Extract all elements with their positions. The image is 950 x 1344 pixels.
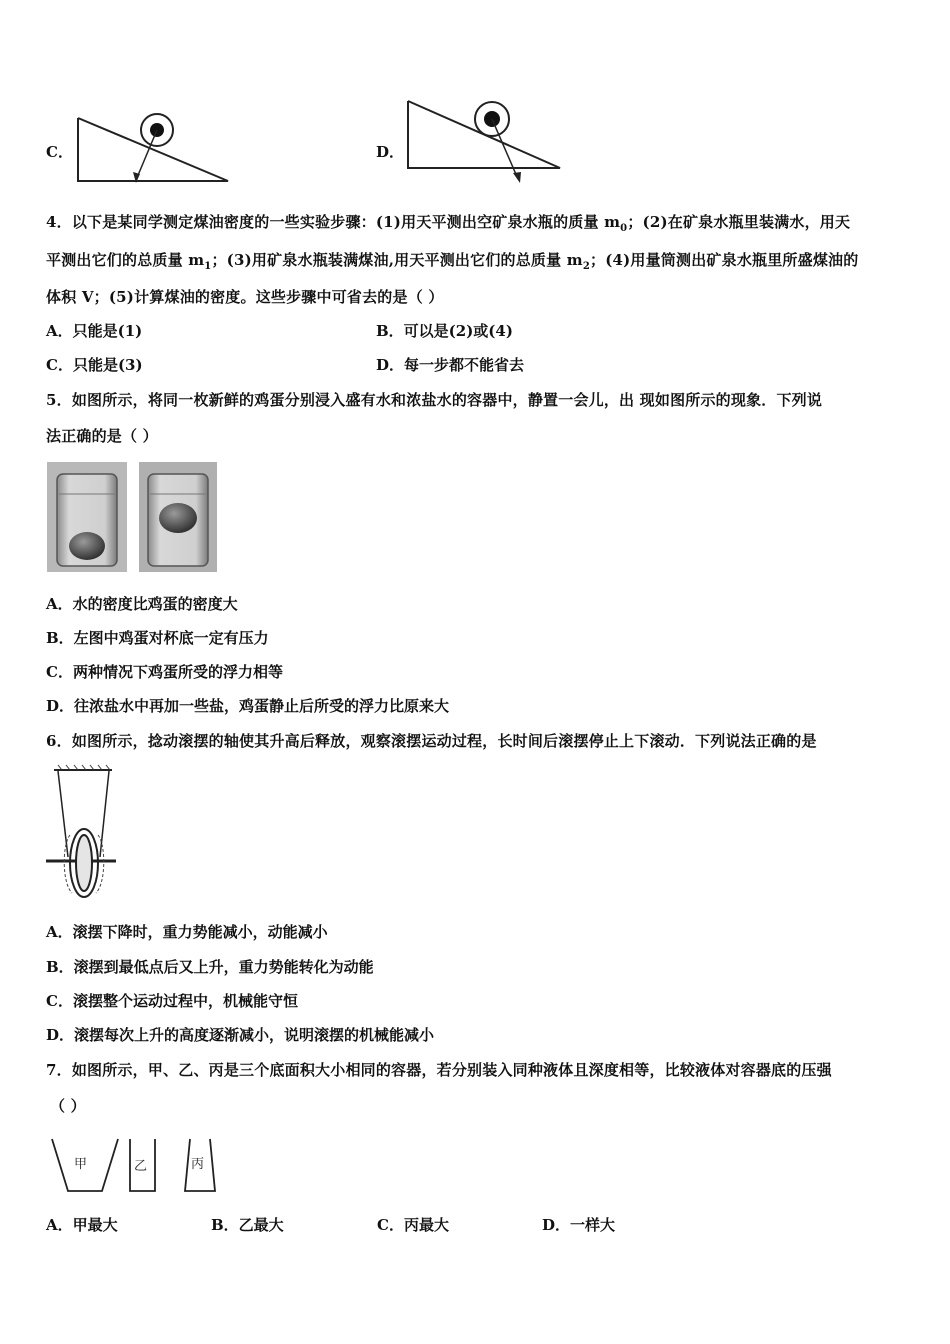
wheel-inner [76, 835, 92, 891]
photo-water [47, 462, 127, 572]
egg-sunk [69, 532, 105, 560]
force-arrow [136, 130, 157, 180]
q5-option-c: C．两种情况下鸡蛋所受的浮力相等 [46, 663, 283, 681]
q3-option-c-figure [70, 108, 235, 188]
q5-option-a: A．水的密度比鸡蛋的密度大 [46, 595, 238, 613]
q7-containers-figure [50, 1135, 220, 1197]
force-arrow [492, 119, 518, 179]
q3-option-d-label: D． [376, 143, 405, 161]
q7-stem-line-1: 7．如图所示，甲、乙、丙是三个底面积大小相同的容器，若分别装入同种液体且深度相等，比较液体对容器底的压强 [46, 1061, 832, 1079]
q6-maxwell-pendulum-figure [44, 765, 124, 905]
q7-option-c: C．丙最大 [377, 1216, 449, 1234]
q4-stem-line-3: 体积 V；(5)计算煤油的密度。这些步骤中可省去的是（ ） [46, 288, 444, 306]
q6-option-c: C．滚摆整个运动过程中，机械能守恒 [46, 992, 298, 1010]
container-jia-label: 甲 [74, 1157, 88, 1172]
container-bing-label: 丙 [191, 1157, 205, 1172]
q5-egg-photos [47, 462, 217, 574]
q4-stem-line-2: 平测出它们的总质量 $m_1$；(3)用矿泉水瓶装满煤油,用天平测出它们的总质量 $m_2$；(4)用量筒测出矿泉水瓶里所盛煤油的 [46, 251, 859, 272]
q4-option-c: C．只能是(3) [46, 356, 143, 374]
q7-option-b: B．乙最大 [211, 1216, 284, 1234]
q5-stem-line-1: 5．如图所示，将同一枚新鲜的鸡蛋分别浸入盛有水和浓盐水的容器中，静置一会儿，出 现如图所示的现象．下列说 [46, 391, 823, 409]
q5-option-d: D．往浓盐水中再加一些盐，鸡蛋静止后所受的浮力比原来大 [46, 697, 450, 715]
q7-option-d: D．一样大 [542, 1216, 616, 1234]
string-right [100, 771, 109, 857]
q6-option-b: B．滚摆到最低点后又上升，重力势能转化为动能 [46, 958, 374, 976]
q6-option-a: A．滚摆下降时，重力势能减小，动能减小 [46, 923, 328, 941]
q3-option-d-figure [400, 95, 570, 185]
q6-stem-line-1: 6．如图所示，捻动滚摆的轴使其升高后释放，观察滚摆运动过程，长时间后滚摆停止上下滚动．下列说法正确的是 [46, 732, 817, 750]
q4-option-b: B．可以是(2)或(4) [376, 322, 513, 340]
egg-floating [159, 503, 197, 533]
q6-option-d: D．滚摆每次上升的高度逐渐减小，说明滚摆的机械能减小 [46, 1026, 435, 1044]
q7-option-a: A．甲最大 [46, 1216, 118, 1234]
q5-stem-line-2: 法正确的是（ ） [46, 427, 158, 445]
q4-option-d: D．每一步都不能省去 [376, 356, 525, 374]
photo-salt-water [139, 462, 217, 572]
q3-option-c-label: C． [46, 143, 73, 161]
q4-option-a: A．只能是(1) [46, 322, 143, 340]
q4-stem-line-1: 4．以下是某同学测定煤油密度的一些实验步骤：(1)用天平测出空矿泉水瓶的质量 $m_0$；(2)在矿泉水瓶里装满水，用天 [46, 213, 851, 234]
q7-stem-line-2: （ ） [50, 1097, 86, 1115]
q5-option-b: B．左图中鸡蛋对杯底一定有压力 [46, 629, 269, 647]
container-yi-label: 乙 [134, 1159, 148, 1174]
